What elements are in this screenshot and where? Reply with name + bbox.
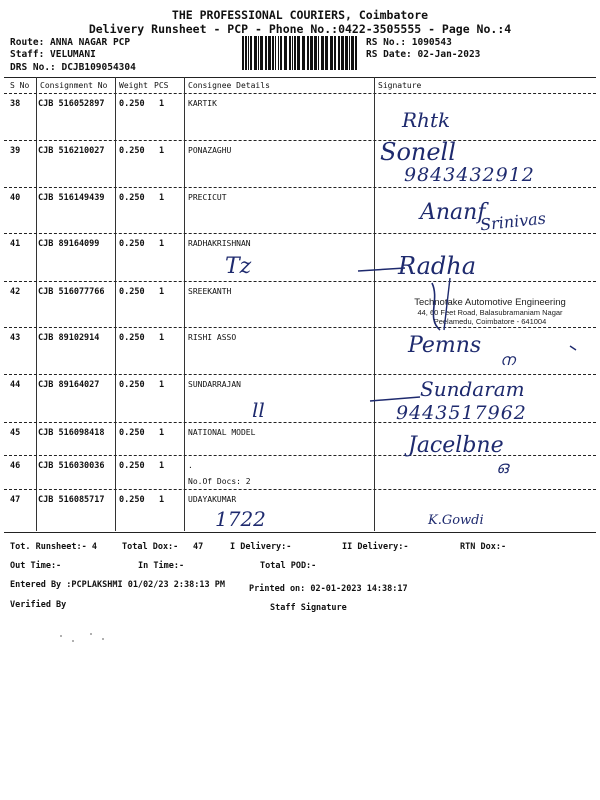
scan-speck xyxy=(102,638,104,640)
rtn-dox: RTN Dox:- xyxy=(460,542,507,552)
pen-stroke xyxy=(370,397,420,401)
row-consignee: SREEKANTH xyxy=(188,287,232,296)
signature-44-mark: ll xyxy=(252,398,265,422)
tot-runsheet: Tot. Runsheet:- 4 xyxy=(10,542,97,552)
row-consignment-no: CJB 89164099 xyxy=(38,239,100,249)
barcode-bar xyxy=(278,36,279,70)
barcode-bar xyxy=(260,36,263,70)
row-weight: 0.250 xyxy=(119,99,145,109)
barcode-bar xyxy=(268,36,271,70)
row-consignee: NATIONAL MODEL xyxy=(188,428,256,437)
row-pcs: 1 xyxy=(159,99,165,109)
row-weight: 0.250 xyxy=(119,239,145,249)
barcode-bar xyxy=(330,36,333,70)
row-sno: 42 xyxy=(10,287,21,297)
signature-43-b: ന xyxy=(500,350,515,369)
barcode-bar xyxy=(289,36,291,70)
row-consignee: . xyxy=(188,461,193,470)
document-title: THE PROFESSIONAL COURIERS, Coimbatore xyxy=(171,8,429,22)
row-consignment-no: CJB 516077766 xyxy=(38,287,105,297)
row-divider xyxy=(4,374,596,375)
printed-on: Printed on: 02-01-2023 14:38:17 xyxy=(249,584,408,594)
barcode-bar xyxy=(345,36,348,70)
row-consignment-no: CJB 516098418 xyxy=(38,428,105,438)
signature-47-mark: 1722 xyxy=(215,507,266,531)
row-consignment-no: CJB 516052897 xyxy=(38,99,105,109)
row-divider xyxy=(4,233,596,234)
signature-45: Jacelbne xyxy=(408,433,504,458)
row-pcs: 1 xyxy=(159,495,165,505)
row-consignment-no: CJB 516210027 xyxy=(38,146,105,156)
barcode-bar xyxy=(314,36,317,70)
row-sno: 46 xyxy=(10,461,21,471)
row-divider xyxy=(4,489,596,490)
drs-number: DRS No.: DCJB109054304 xyxy=(10,62,136,73)
stamp-line-3: Peelamedu, Coimbatore - 641004 xyxy=(433,317,547,326)
row-consignment-no: CJB 516149439 xyxy=(38,193,105,203)
row-divider xyxy=(4,455,596,456)
row-consignee: PRECICUT xyxy=(188,193,227,202)
col-pcs: PCS xyxy=(154,81,169,90)
row-consignee: RADHAKRISHNAN xyxy=(188,239,251,248)
col-signature: Signature xyxy=(378,81,422,90)
barcode-bar xyxy=(338,36,340,70)
row-consignee: PONAZAGHU xyxy=(188,146,232,155)
signature-44: Sundaram xyxy=(420,377,525,401)
signature-40: Ananf xyxy=(420,200,486,225)
barcode-bar xyxy=(245,36,247,70)
column-divider xyxy=(374,77,375,531)
row-weight: 0.250 xyxy=(119,495,145,505)
barcode-bar xyxy=(250,36,252,70)
row-divider xyxy=(4,187,596,188)
scan-speck xyxy=(90,633,92,635)
scan-speck xyxy=(72,640,74,642)
entered-by: Entered By :PCPLAKSHMI 01/02/23 2:38:13 PM xyxy=(10,580,225,590)
total-dox-value: 47 xyxy=(193,542,204,552)
barcode-bar xyxy=(280,36,282,70)
barcode-bar xyxy=(297,36,300,70)
row-consignment-no: CJB 516085717 xyxy=(38,495,105,505)
row-sno: 43 xyxy=(10,333,21,343)
signature-45-b: ഒ xyxy=(496,458,509,478)
staff-signature: Staff Signature xyxy=(270,603,347,613)
barcode-bar xyxy=(242,36,244,70)
row-weight: 0.250 xyxy=(119,333,145,343)
row-sno: 38 xyxy=(10,99,21,109)
in-time: In Time:- xyxy=(138,561,185,571)
barcode-bar xyxy=(355,36,357,70)
row-pcs: 1 xyxy=(159,287,165,297)
barcode-bar xyxy=(284,36,287,70)
col-weight: Weight xyxy=(119,81,148,90)
row-weight: 0.250 xyxy=(119,146,145,156)
row-pcs: 1 xyxy=(159,146,165,156)
row-sno: 45 xyxy=(10,428,21,438)
table-header-rule xyxy=(4,93,596,94)
barcode-bar xyxy=(310,36,313,70)
row-sno: 41 xyxy=(10,239,21,249)
runsheet-subtitle: Delivery Runsheet - PCP - Phone No.:0422-3505555 - Page No.:4 xyxy=(88,22,512,36)
barcode-bar xyxy=(349,36,350,70)
row-sno: 47 xyxy=(10,495,21,505)
barcode-bar xyxy=(292,36,293,70)
signature-41-mark: Tz xyxy=(225,254,252,279)
row-consignee: RISHI ASSO xyxy=(188,333,237,342)
table-bottom-rule xyxy=(4,532,596,533)
company-stamp xyxy=(390,297,590,326)
row-divider xyxy=(4,281,596,282)
rs-date: RS Date: 02-Jan-2023 xyxy=(366,49,481,60)
signature-41: Radha xyxy=(398,252,477,280)
i-delivery: I Delivery:- xyxy=(230,542,292,552)
col-sno: S No xyxy=(10,81,30,90)
barcode-bar xyxy=(334,36,336,70)
stamp-line-1: Technotake Automotive Engineering xyxy=(414,297,566,308)
signature-39-phone: 9843432912 xyxy=(404,164,535,186)
barcode-bar xyxy=(307,36,309,70)
rs-number: RS No.: 1090543 xyxy=(366,37,452,48)
row-weight: 0.250 xyxy=(119,287,145,297)
row-pcs: 1 xyxy=(159,428,165,438)
row-consignee: KARTIK xyxy=(188,99,217,108)
column-divider xyxy=(115,77,116,531)
barcode-bar xyxy=(318,36,319,70)
signature-44-phone: 9443517962 xyxy=(396,402,527,424)
row-pcs: 1 xyxy=(159,193,165,203)
row-consignee: SUNDARRAJAN xyxy=(188,380,241,389)
barcode-bar xyxy=(294,36,296,70)
verified-by: Verified By xyxy=(10,600,67,610)
table-top-rule xyxy=(4,77,596,78)
barcode-bar xyxy=(302,36,305,70)
row-divider xyxy=(4,327,596,328)
signature-39: Sonell xyxy=(380,138,456,166)
total-pod: Total POD:- xyxy=(260,561,317,571)
barcode-bar xyxy=(325,36,328,70)
row-weight: 0.250 xyxy=(119,428,145,438)
signature-38: Rhtk xyxy=(402,108,451,132)
row-consignee-extra: No.Of Docs: 2 xyxy=(188,477,251,486)
col-consignee: Consignee Details xyxy=(188,81,270,90)
signature-43: Pemns xyxy=(408,333,482,358)
column-divider xyxy=(184,77,185,531)
row-weight: 0.250 xyxy=(119,461,145,471)
barcode-bar xyxy=(272,36,274,70)
barcode xyxy=(242,36,360,70)
staff-label: Staff: VELUMANI xyxy=(10,49,96,60)
row-sno: 39 xyxy=(10,146,21,156)
col-consignment: Consignment No xyxy=(40,81,108,90)
row-sno: 40 xyxy=(10,193,21,203)
out-time: Out Time:- xyxy=(10,561,62,571)
barcode-bar xyxy=(265,36,267,70)
scan-speck xyxy=(60,635,62,637)
barcode-bar xyxy=(351,36,354,70)
barcode-bar xyxy=(248,36,249,70)
column-divider xyxy=(36,77,37,531)
row-consignment-no: CJB 89164027 xyxy=(38,380,100,390)
row-pcs: 1 xyxy=(159,333,165,343)
row-pcs: 1 xyxy=(159,239,165,249)
barcode-bar xyxy=(254,36,257,70)
row-consignee: UDAYAKUMAR xyxy=(188,495,237,504)
row-weight: 0.250 xyxy=(119,380,145,390)
barcode-bar xyxy=(321,36,324,70)
row-consignment-no: CJB 89102914 xyxy=(38,333,100,343)
row-consignment-no: CJB 516030036 xyxy=(38,461,105,471)
signature-47: K.Gowdi xyxy=(428,513,484,528)
barcode-bar xyxy=(341,36,344,70)
row-pcs: 1 xyxy=(159,461,165,471)
total-dox-label: Total Dox:- xyxy=(122,542,179,552)
signature-40-b: Srinivas xyxy=(479,208,547,235)
pen-stroke xyxy=(570,346,576,350)
stamp-line-2: 44, 60 Feet Road, Balasubramaniam Nagar xyxy=(417,308,563,317)
barcode-bar xyxy=(275,36,276,70)
row-divider xyxy=(4,140,596,141)
ii-delivery: II Delivery:- xyxy=(342,542,409,552)
row-sno: 44 xyxy=(10,380,21,390)
row-weight: 0.250 xyxy=(119,193,145,203)
route-label: Route: ANNA NAGAR PCP xyxy=(10,37,131,48)
row-pcs: 1 xyxy=(159,380,165,390)
barcode-bar xyxy=(258,36,259,70)
